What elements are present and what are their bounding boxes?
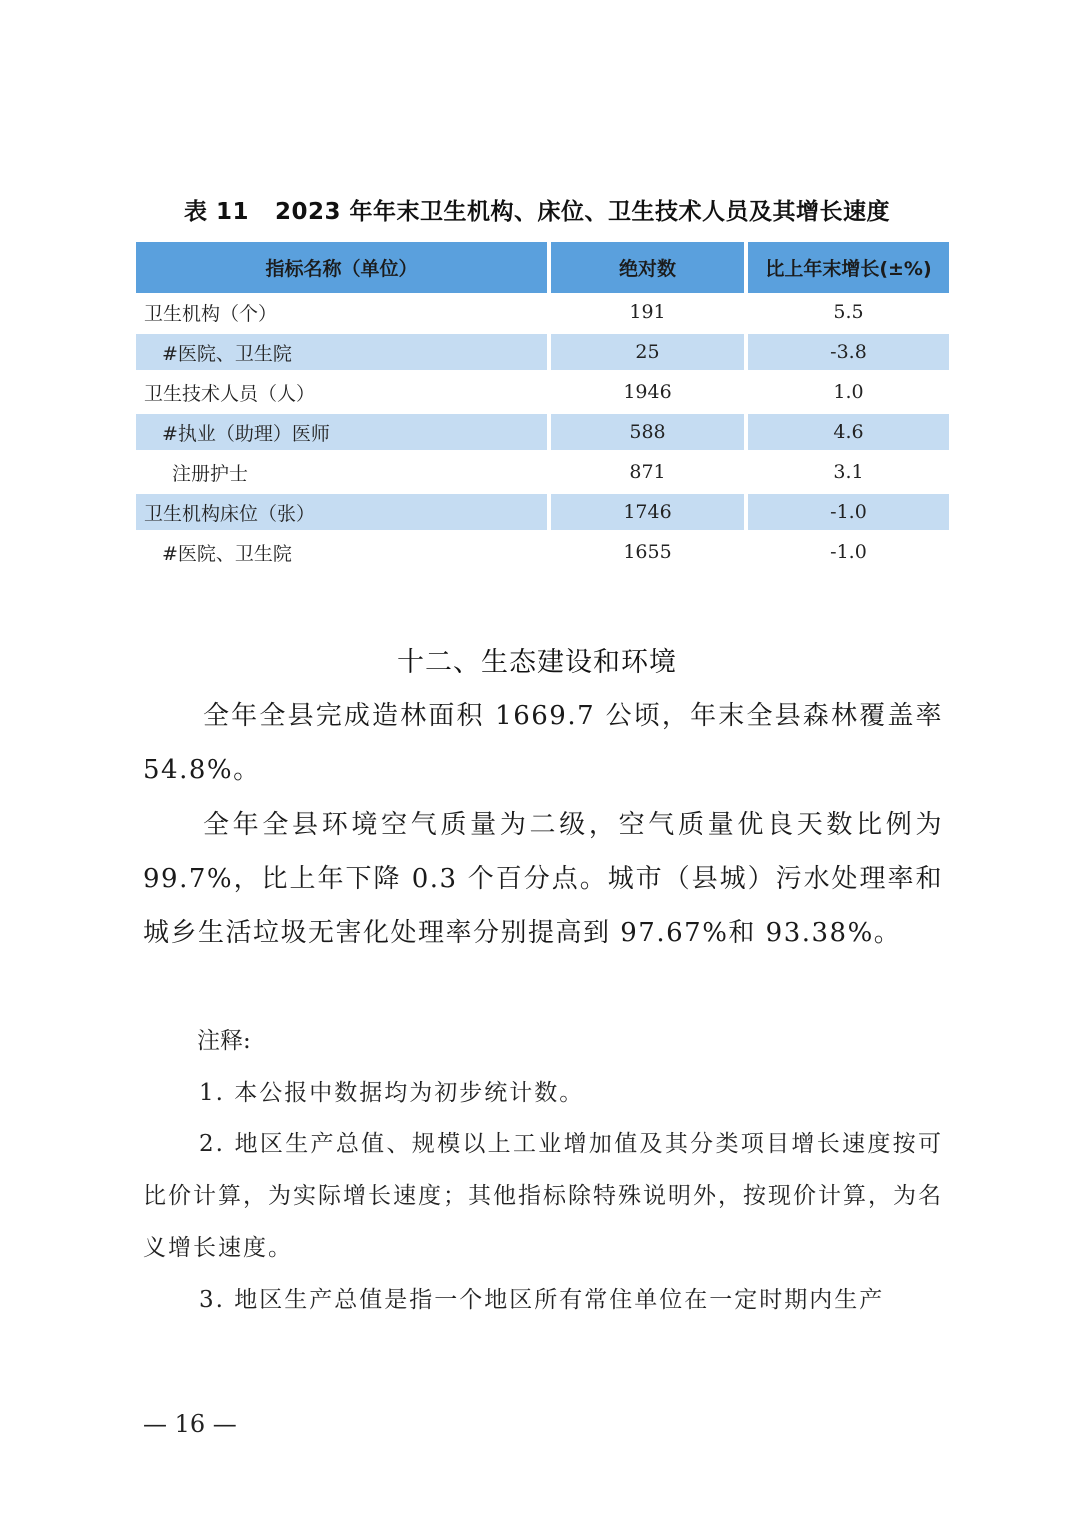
row-value: 1655 (623, 541, 672, 563)
row-name: 卫生机构床位（张） (136, 494, 547, 530)
note-item: 2. 地区生产总值、规模以上工业增加值及其分类项目增长速度按可比价计算，为实际增长速度；其他指标除特殊说明外，按现价计算，为名义增长速度。 (143, 1131, 943, 1261)
row-name: 卫生技术人员（人） (144, 382, 316, 405)
table-row (136, 534, 949, 574)
table-row (136, 334, 949, 374)
row-value: 191 (629, 301, 666, 323)
section-heading: 十二、生态建设和环境 (397, 647, 677, 678)
table-title (0, 193, 1074, 226)
row-value: 1746 (551, 494, 744, 530)
table-row (136, 454, 949, 494)
table-header-row (136, 242, 949, 293)
row-name: #执业（助理）医师 (136, 414, 547, 450)
row-value: 871 (629, 461, 666, 483)
table-title-text: 2023 年年末卫生机构、床位、卫生技术人员及其增长速度 (274, 199, 891, 225)
row-growth: -1.0 (830, 541, 867, 563)
table-row (136, 294, 949, 334)
paragraph-air-quality: 全年全县环境空气质量为二级，空气质量优良天数比例为 99.7%，比上年下降 0.3 个百分点。城市（县城）污水处理率和城乡生活垃圾无害化处理率分别提高到 97.67%和 93.38%。 (143, 810, 943, 948)
row-value: 1946 (623, 381, 672, 403)
row-growth: 3.1 (833, 461, 864, 483)
row-growth: 4.6 (748, 414, 949, 450)
row-name: #医院、卫生院 (162, 542, 292, 565)
note-item: 3. 地区生产总值是指一个地区所有常住单位在一定时期内生产 (199, 1287, 885, 1313)
row-value: 588 (551, 414, 744, 450)
header-growth-rate: 比上年末增长(±%) (748, 242, 949, 293)
health-table (136, 242, 949, 574)
table-row (136, 494, 949, 534)
row-growth: 5.5 (833, 301, 864, 323)
table-row (136, 374, 949, 414)
row-name: 卫生机构（个） (144, 302, 278, 325)
row-name: 注册护士 (172, 462, 249, 485)
note-item: 1. 本公报中数据均为初步统计数。 (199, 1080, 585, 1106)
row-growth: -1.0 (748, 494, 949, 530)
row-name: #医院、卫生院 (136, 334, 547, 370)
paragraph-afforestation: 全年全县完成造林面积 1669.7 公顷，年末全县森林覆盖率 54.8%。 (143, 701, 943, 785)
table-row (136, 414, 949, 454)
row-value: 25 (551, 334, 744, 370)
header-absolute-value: 绝对数 (551, 242, 744, 293)
row-growth: -3.8 (748, 334, 949, 370)
page-number: — 16 — (143, 1410, 237, 1438)
notes-heading: 注释: (197, 1028, 251, 1054)
header-indicator-name: 指标名称（单位） (136, 242, 547, 293)
row-growth: 1.0 (833, 381, 864, 403)
table-title-number: 表 11 (183, 199, 249, 225)
